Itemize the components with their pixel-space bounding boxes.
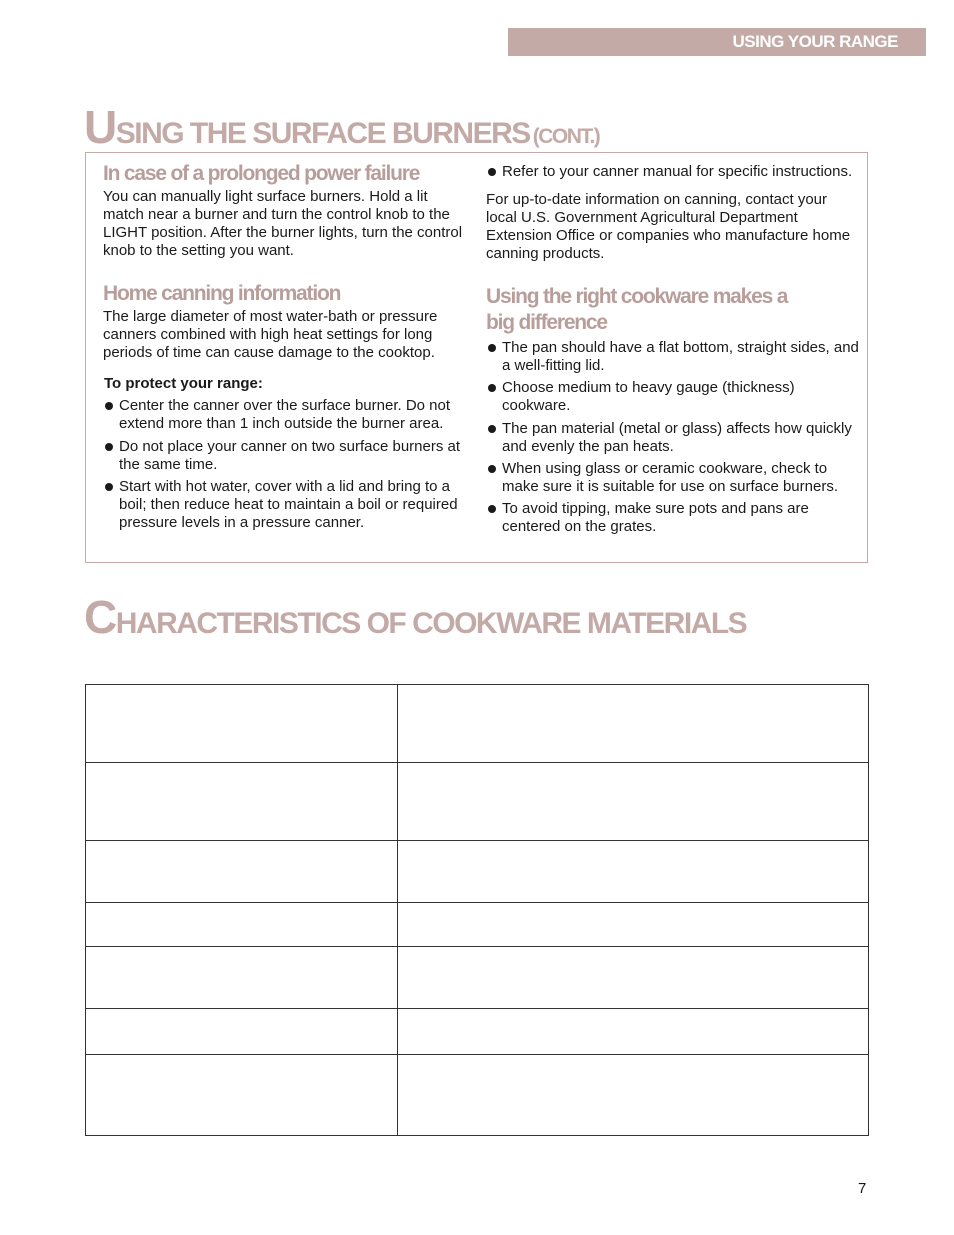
- list-item: Choose medium to heavy gauge (thickness) cookware.: [486, 379, 861, 415]
- cookware-materials-table: [85, 684, 869, 1136]
- left-column: [103, 153, 465, 532]
- list-item: Refer to your canner manual for specific instructions.: [486, 163, 861, 181]
- cookware-list: [486, 339, 861, 536]
- table-row: [86, 946, 868, 1008]
- list-item: Do not place your canner on two surface burners at the same time.: [103, 438, 465, 474]
- bullet-icon: [488, 465, 496, 473]
- list-item: To avoid tipping, make sure pots and pans are centered on the grates.: [486, 500, 861, 536]
- cookware-heading: Using the right cookware makes a big difference: [486, 285, 788, 334]
- bullet-icon: [105, 483, 113, 491]
- right-column: [486, 153, 861, 536]
- bullet-icon: [488, 505, 496, 513]
- page-title-surface-burners: USING THE SURFACE BURNERS (CONT.): [84, 101, 600, 153]
- power-failure-heading: In case of a prolonged power failure: [103, 162, 420, 185]
- table-row: [86, 1008, 868, 1054]
- page-number: 7: [858, 1180, 867, 1197]
- bullet-icon: [488, 168, 496, 176]
- protect-range-list: [103, 397, 465, 532]
- surface-burners-info-box: [85, 152, 868, 563]
- protect-range-label: To protect your range:: [104, 375, 263, 392]
- table-row: [86, 840, 868, 902]
- list-item: The pan should have a flat bottom, straight sides, and a well-fitting lid.: [486, 339, 861, 375]
- section-header-bar: [508, 28, 926, 56]
- list-item: The pan material (metal or glass) affects how quickly and evenly the pan heats.: [486, 420, 861, 456]
- section-header-label: USING YOUR RANGE: [732, 32, 898, 51]
- table-row: [86, 685, 868, 762]
- table-row: [86, 762, 868, 840]
- table-column-divider: [397, 685, 398, 1135]
- list-item: Start with hot water, cover with a lid and bring to a boil; then reduce heat to maintain a boil or required pressure levels in a pressure canner.: [103, 478, 465, 532]
- table-row: [86, 902, 868, 946]
- list-item: When using glass or ceramic cookware, check to make sure it is suitable for use on surface burners.: [486, 460, 861, 496]
- bullet-icon: [488, 344, 496, 352]
- home-canning-heading: Home canning information: [103, 282, 341, 305]
- bullet-icon: [105, 402, 113, 410]
- bullet-icon: [105, 443, 113, 451]
- power-failure-text: You can manually light surface burners. Hold a lit match near a burner and turn the control knob to the LIGHT position. After the burner lights, turn the control knob to the setting you want.: [103, 188, 463, 259]
- list-item: Center the canner over the surface burner. Do not extend more than 1 inch outside the burner area.: [103, 397, 465, 433]
- table-row: [86, 1054, 868, 1135]
- bullet-icon: [488, 425, 496, 433]
- page-title-cookware-materials: CHARACTERISTICS OF COOKWARE MATERIALS: [84, 591, 747, 643]
- canner-manual-list: [486, 163, 861, 181]
- home-canning-text: The large diameter of most water-bath or pressure canners combined with high heat settings for long periods of time can cause damage to the cooktop.: [103, 308, 438, 361]
- bullet-icon: [488, 384, 496, 392]
- canning-info-text: For up-to-date information on canning, contact your local U.S. Government Agricultural Department Extension Office or companies who manufacture home canning products.: [486, 191, 851, 262]
